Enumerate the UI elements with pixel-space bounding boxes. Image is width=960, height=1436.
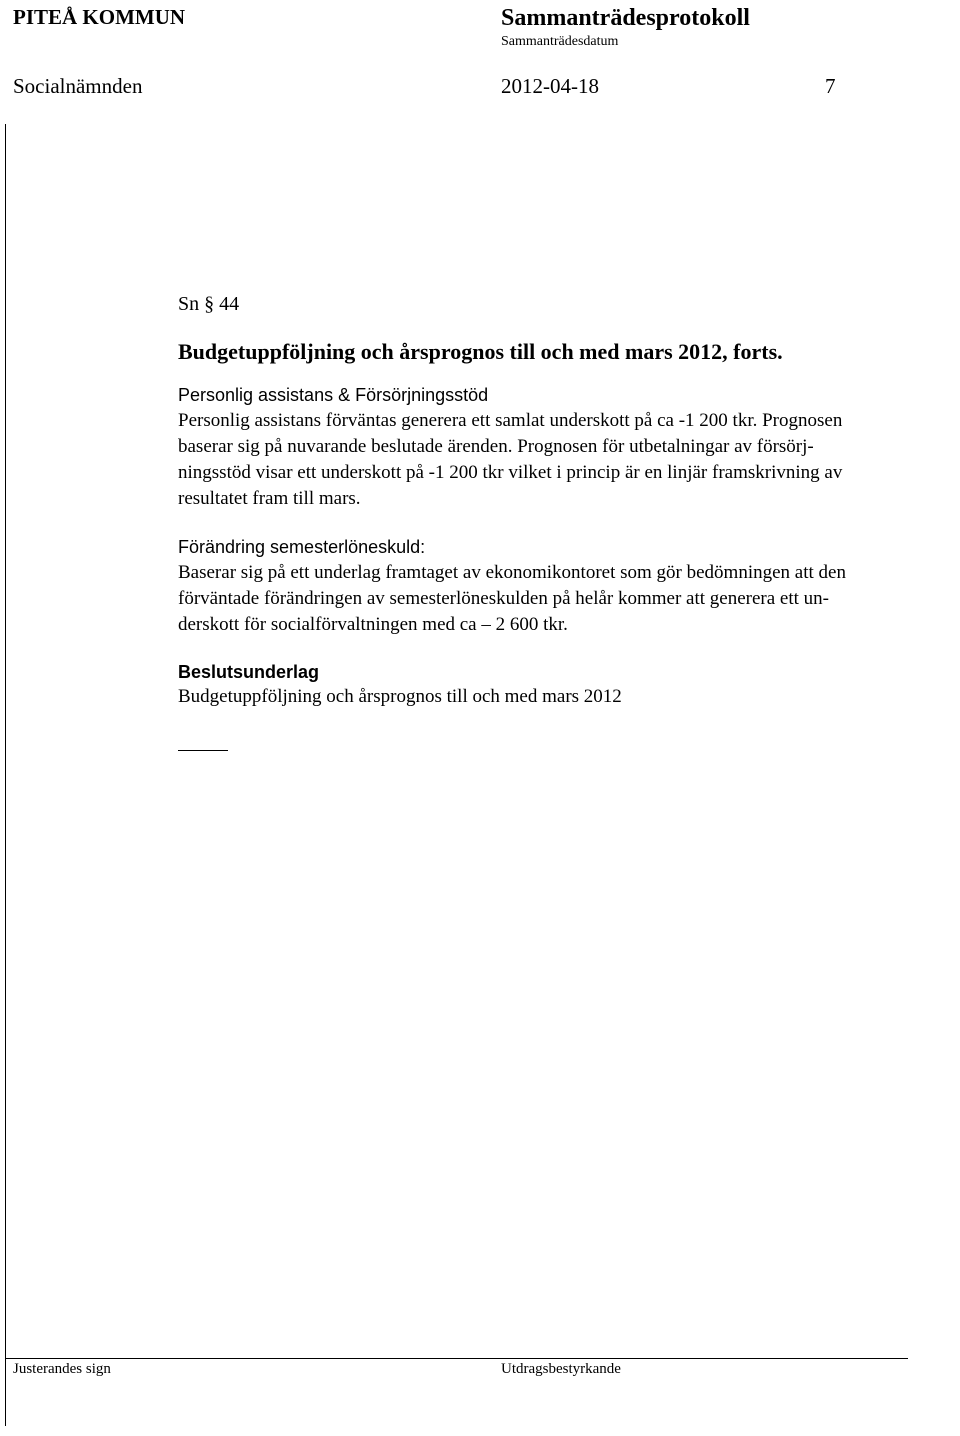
section-title: Budgetuppföljning och årsprognos till och med mars 2012, forts. — [178, 339, 783, 364]
end-rule — [178, 750, 228, 751]
paragraph-block — [178, 534, 958, 638]
protocol-body — [178, 290, 958, 773]
decision-basis-item: Budgetuppföljning och årsprognos till och med mars 2012 — [178, 686, 622, 707]
decision-basis-heading: Beslutsunderlag — [178, 662, 320, 682]
certification-label: Utdragsbestyrkande — [501, 1361, 621, 1377]
meeting-date: 2012-04-18 — [501, 74, 599, 98]
footer-rule — [5, 1358, 908, 1359]
decision-basis — [178, 660, 958, 751]
committee-name: Socialnämnden — [13, 74, 143, 98]
paragraph-text: Baserar sig på ett underlag framtaget av ekonomikontoret som gör bedömningen att den förväntade förändringen av semesterlöneskulden på helår kommer att generera ett un- derskott för socialförvaltningen med ca – 2 600 tkr. — [178, 562, 846, 635]
section-id: Sn § 44 — [178, 293, 240, 315]
document-type: Sammanträdesprotokoll — [501, 5, 750, 31]
signature-label: Justerandes sign — [13, 1361, 111, 1377]
paragraph-text: Personlig assistans förväntas generera ett samlat underskott på ca -1 200 tkr. Prognosen baserar sig på nuvarande beslutade ärenden. Prognosen för utbetalningar av försörj- ningsstöd visar ett underskott på -1 200 tkr vilket i princip är en linjär framskrivning av resultatet fram till mars. — [178, 410, 843, 509]
document-subtitle: Sammanträdesdatum — [501, 34, 619, 49]
paragraph-block — [178, 382, 958, 512]
left-margin-rule — [5, 124, 6, 1426]
page-number: 7 — [825, 74, 836, 98]
paragraph-heading: Personlig assistans & Försörjningsstöd — [178, 385, 489, 405]
paragraph-heading: Förändring semesterlöneskuld: — [178, 537, 426, 557]
organization-name: PITEÅ KOMMUN — [13, 5, 186, 29]
